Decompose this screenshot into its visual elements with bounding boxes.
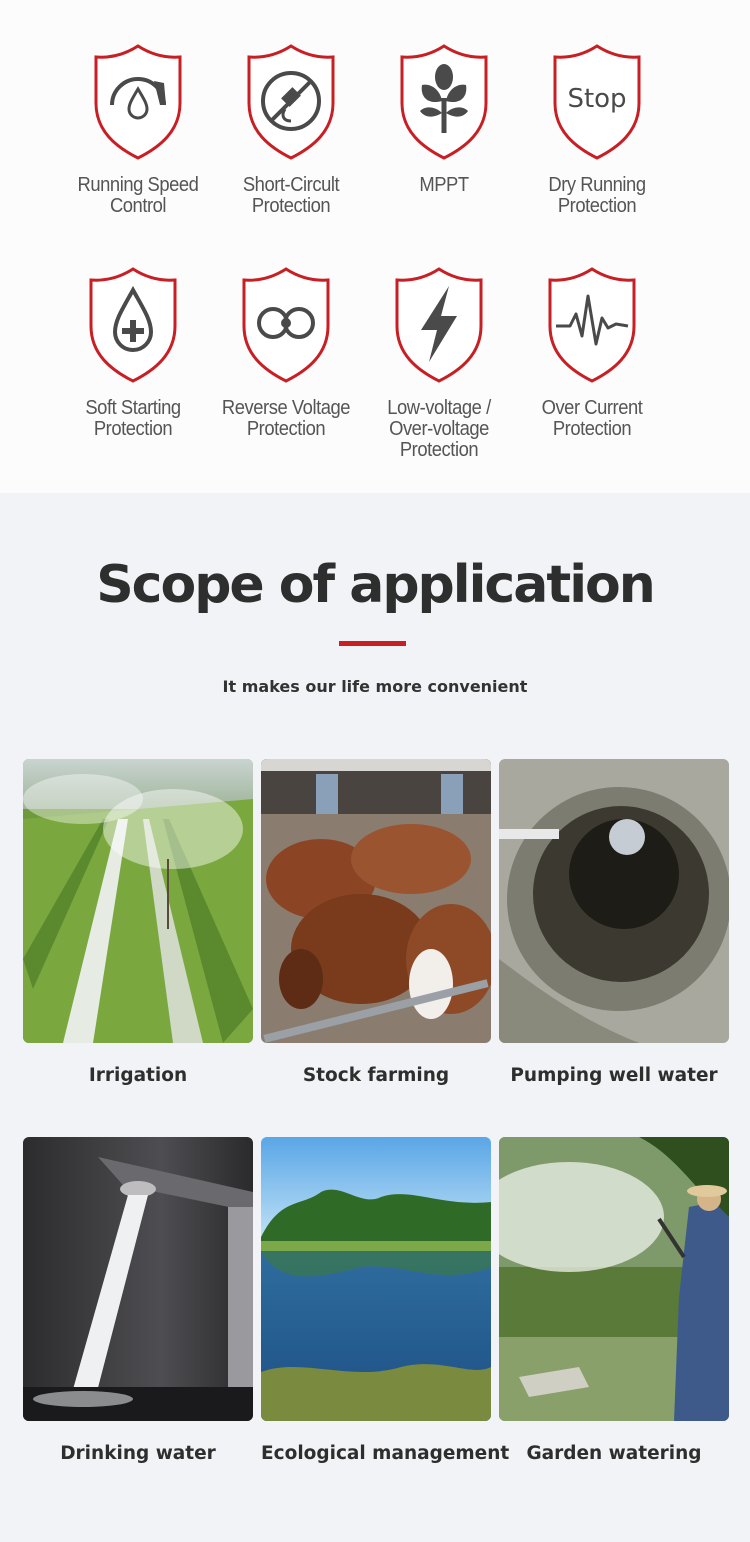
- garden-hose-photo: [499, 1137, 729, 1421]
- feature-soft-starting-protection: [48, 266, 218, 440]
- cattle-photo: [261, 759, 491, 1043]
- features-section: [0, 0, 750, 493]
- feature-label: Low-voltage / Over-voltage Protection: [387, 397, 491, 461]
- feature-running-speed-control: [53, 43, 223, 217]
- crop-sprinkler-photo: [23, 759, 253, 1043]
- sprout-icon: [398, 43, 490, 161]
- lake-photo: [261, 1137, 491, 1421]
- feature-low-over-voltage-protection: [354, 266, 524, 461]
- application-caption: Irrigation: [88, 1065, 188, 1086]
- lightning-icon: [393, 266, 485, 384]
- feature-label: Running Speed Control: [77, 174, 199, 217]
- feature-mppt: [359, 43, 529, 196]
- feature-label: Short-Circult Protection: [242, 174, 340, 217]
- application-caption: Drinking water: [60, 1443, 216, 1464]
- application-card-stock-farming: [261, 759, 491, 1086]
- linked-rings-icon: [240, 266, 332, 384]
- feature-label: Reverse Voltage Protection: [221, 397, 351, 440]
- application-card-garden-watering: [499, 1137, 729, 1464]
- feature-label: Soft Starting Protection: [85, 397, 181, 440]
- application-card-drinking-water: [23, 1137, 253, 1464]
- stop-text-icon: [551, 43, 643, 161]
- feature-label: MPPT: [419, 174, 469, 196]
- application-card-irrigation: [23, 759, 253, 1086]
- feature-reverse-voltage-protection: [201, 266, 371, 440]
- scope-section: [0, 493, 750, 1542]
- feature-label: Dry Running Protection: [548, 174, 646, 217]
- feature-short-circuit-protection: [206, 43, 376, 217]
- application-card-pumping-well-water: [499, 759, 729, 1086]
- feature-over-current-protection: [507, 266, 677, 440]
- section-title: Scope of application: [96, 555, 654, 615]
- drop-plus-icon: [87, 266, 179, 384]
- title-divider: [339, 641, 406, 646]
- pulse-wave-icon: [546, 266, 638, 384]
- faucet-photo: [23, 1137, 253, 1421]
- application-card-ecological-management: [261, 1137, 510, 1464]
- svg-text:Stop: Stop: [567, 84, 627, 114]
- speed-gauge-drop-icon: [92, 43, 184, 161]
- no-plug-icon: [245, 43, 337, 161]
- well-photo: [499, 759, 729, 1043]
- application-caption: Ecological management: [261, 1443, 510, 1464]
- feature-dry-running-protection: [512, 43, 682, 217]
- section-subtitle: It makes our life more convenient: [222, 677, 528, 696]
- application-caption: Garden watering: [526, 1443, 702, 1464]
- application-caption: Pumping well water: [510, 1065, 718, 1086]
- feature-label: Over Current Protection: [541, 397, 643, 440]
- application-caption: Stock farming: [302, 1065, 450, 1086]
